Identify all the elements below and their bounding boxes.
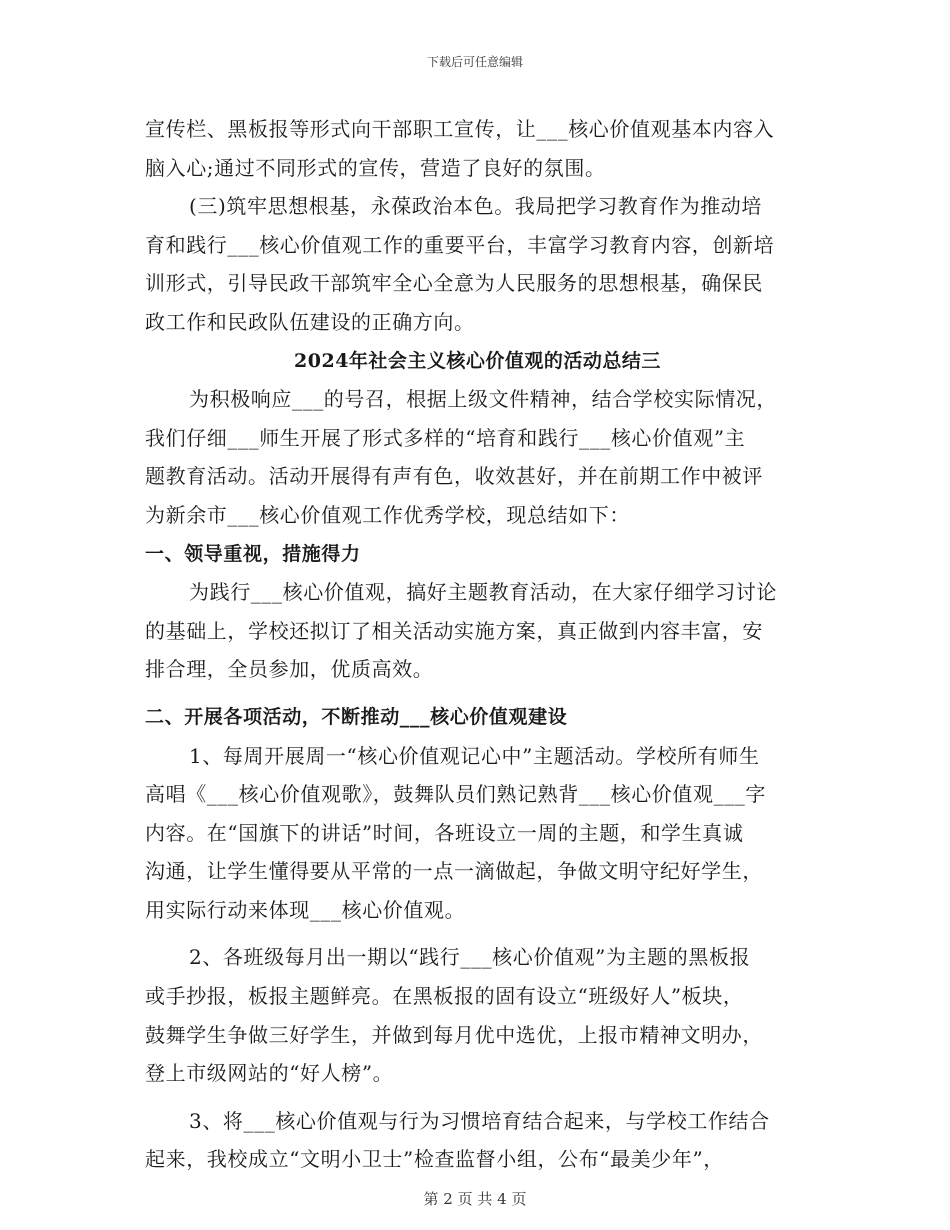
body-line: 的基础上，学校还拟订了相关活动实施方案，真正做到内容丰富，安 (145, 618, 763, 643)
body-line: 沟通，让学生懂得要从平常的一点一滴做起，争做文明守纪好学生， (145, 859, 763, 884)
body-line: 政工作和民政队伍建设的正确方向。 (145, 309, 475, 334)
page-header: 下载后可任意编辑 (426, 55, 523, 69)
section-title: 2024年社会主义核心价值观的活动总结三 (294, 349, 661, 372)
body-line: 登上市级网站的“好人榜”。 (145, 1061, 394, 1086)
body-line: 为积极响应___的号召，根据上级文件精神，结合学校实际情况， (189, 387, 777, 412)
body-line: 训形式，引导民政干部筑牢全心全意为人民服务的思想根基，确保民 (145, 271, 763, 296)
heading-activities: 二、开展各项活动，不断推动___核心价值观建设 (145, 705, 568, 728)
body-line: 题教育活动。活动开展得有声有色，收效甚好，并在前期工作中被评 (145, 464, 763, 489)
heading-leadership: 一、领导重视，措施得力 (145, 542, 361, 565)
body-line: 育和践行___核心价值观工作的重要平台，丰富学习教育内容，创新培 (145, 232, 775, 257)
body-line: 起来，我校成立“文明小卫士”检查监督小组，公布“最美少年”， (145, 1147, 724, 1172)
body-line: 脑入心;通过不同形式的宣传，营造了良好的氛围。 (145, 155, 606, 180)
body-line: 3、将___核心价值观与行为习惯培育结合起来，与学校工作结合 (189, 1108, 770, 1133)
document-body (145, 110, 810, 1179)
page-footer: 第 2 页 共 4 页 (423, 1190, 527, 1208)
body-line: 排合理，全员参加，优质高效。 (145, 657, 434, 682)
body-line: 鼓舞学生争做三好学生，并做到每月优中选优，上报市精神文明办， (145, 1022, 763, 1047)
body-line: 或手抄报，板报主题鲜亮。在黑板报的固有设立“班级好人”板块， (145, 984, 744, 1009)
body-line: (三)筑牢思想根基，永葆政治本色。我局把学习教育作为推动培 (189, 194, 763, 219)
body-line: 2、各班级每月出一期以“践行___核心价值观”为主题的黑板报 (189, 945, 751, 970)
body-line: 1、每周开展周一“核心价值观记心中”主题活动。学校所有师生 (189, 743, 760, 768)
body-line: 为新余市___核心价值观工作优秀学校，现总结如下： (145, 502, 630, 527)
body-line: 内容。在“国旗下的讲话”时间，各班设立一周的主题，和学生真诚 (145, 820, 744, 845)
body-line: 高唱《___核心价值观歌》，鼓舞队员们熟记熟背___核心价值观___字 (145, 782, 766, 807)
body-line: 我们仔细___师生开展了形式多样的“培育和践行___核心价值观”主 (145, 425, 746, 450)
body-line: 为践行___核心价值观，搞好主题教育活动，在大家仔细学习讨论 (189, 580, 777, 605)
body-line: 宣传栏、黑板报等形式向干部职工宣传，让___核心价值观基本内容入 (145, 117, 775, 141)
body-line: 用实际行动来体现___核心价值观。 (145, 897, 466, 922)
